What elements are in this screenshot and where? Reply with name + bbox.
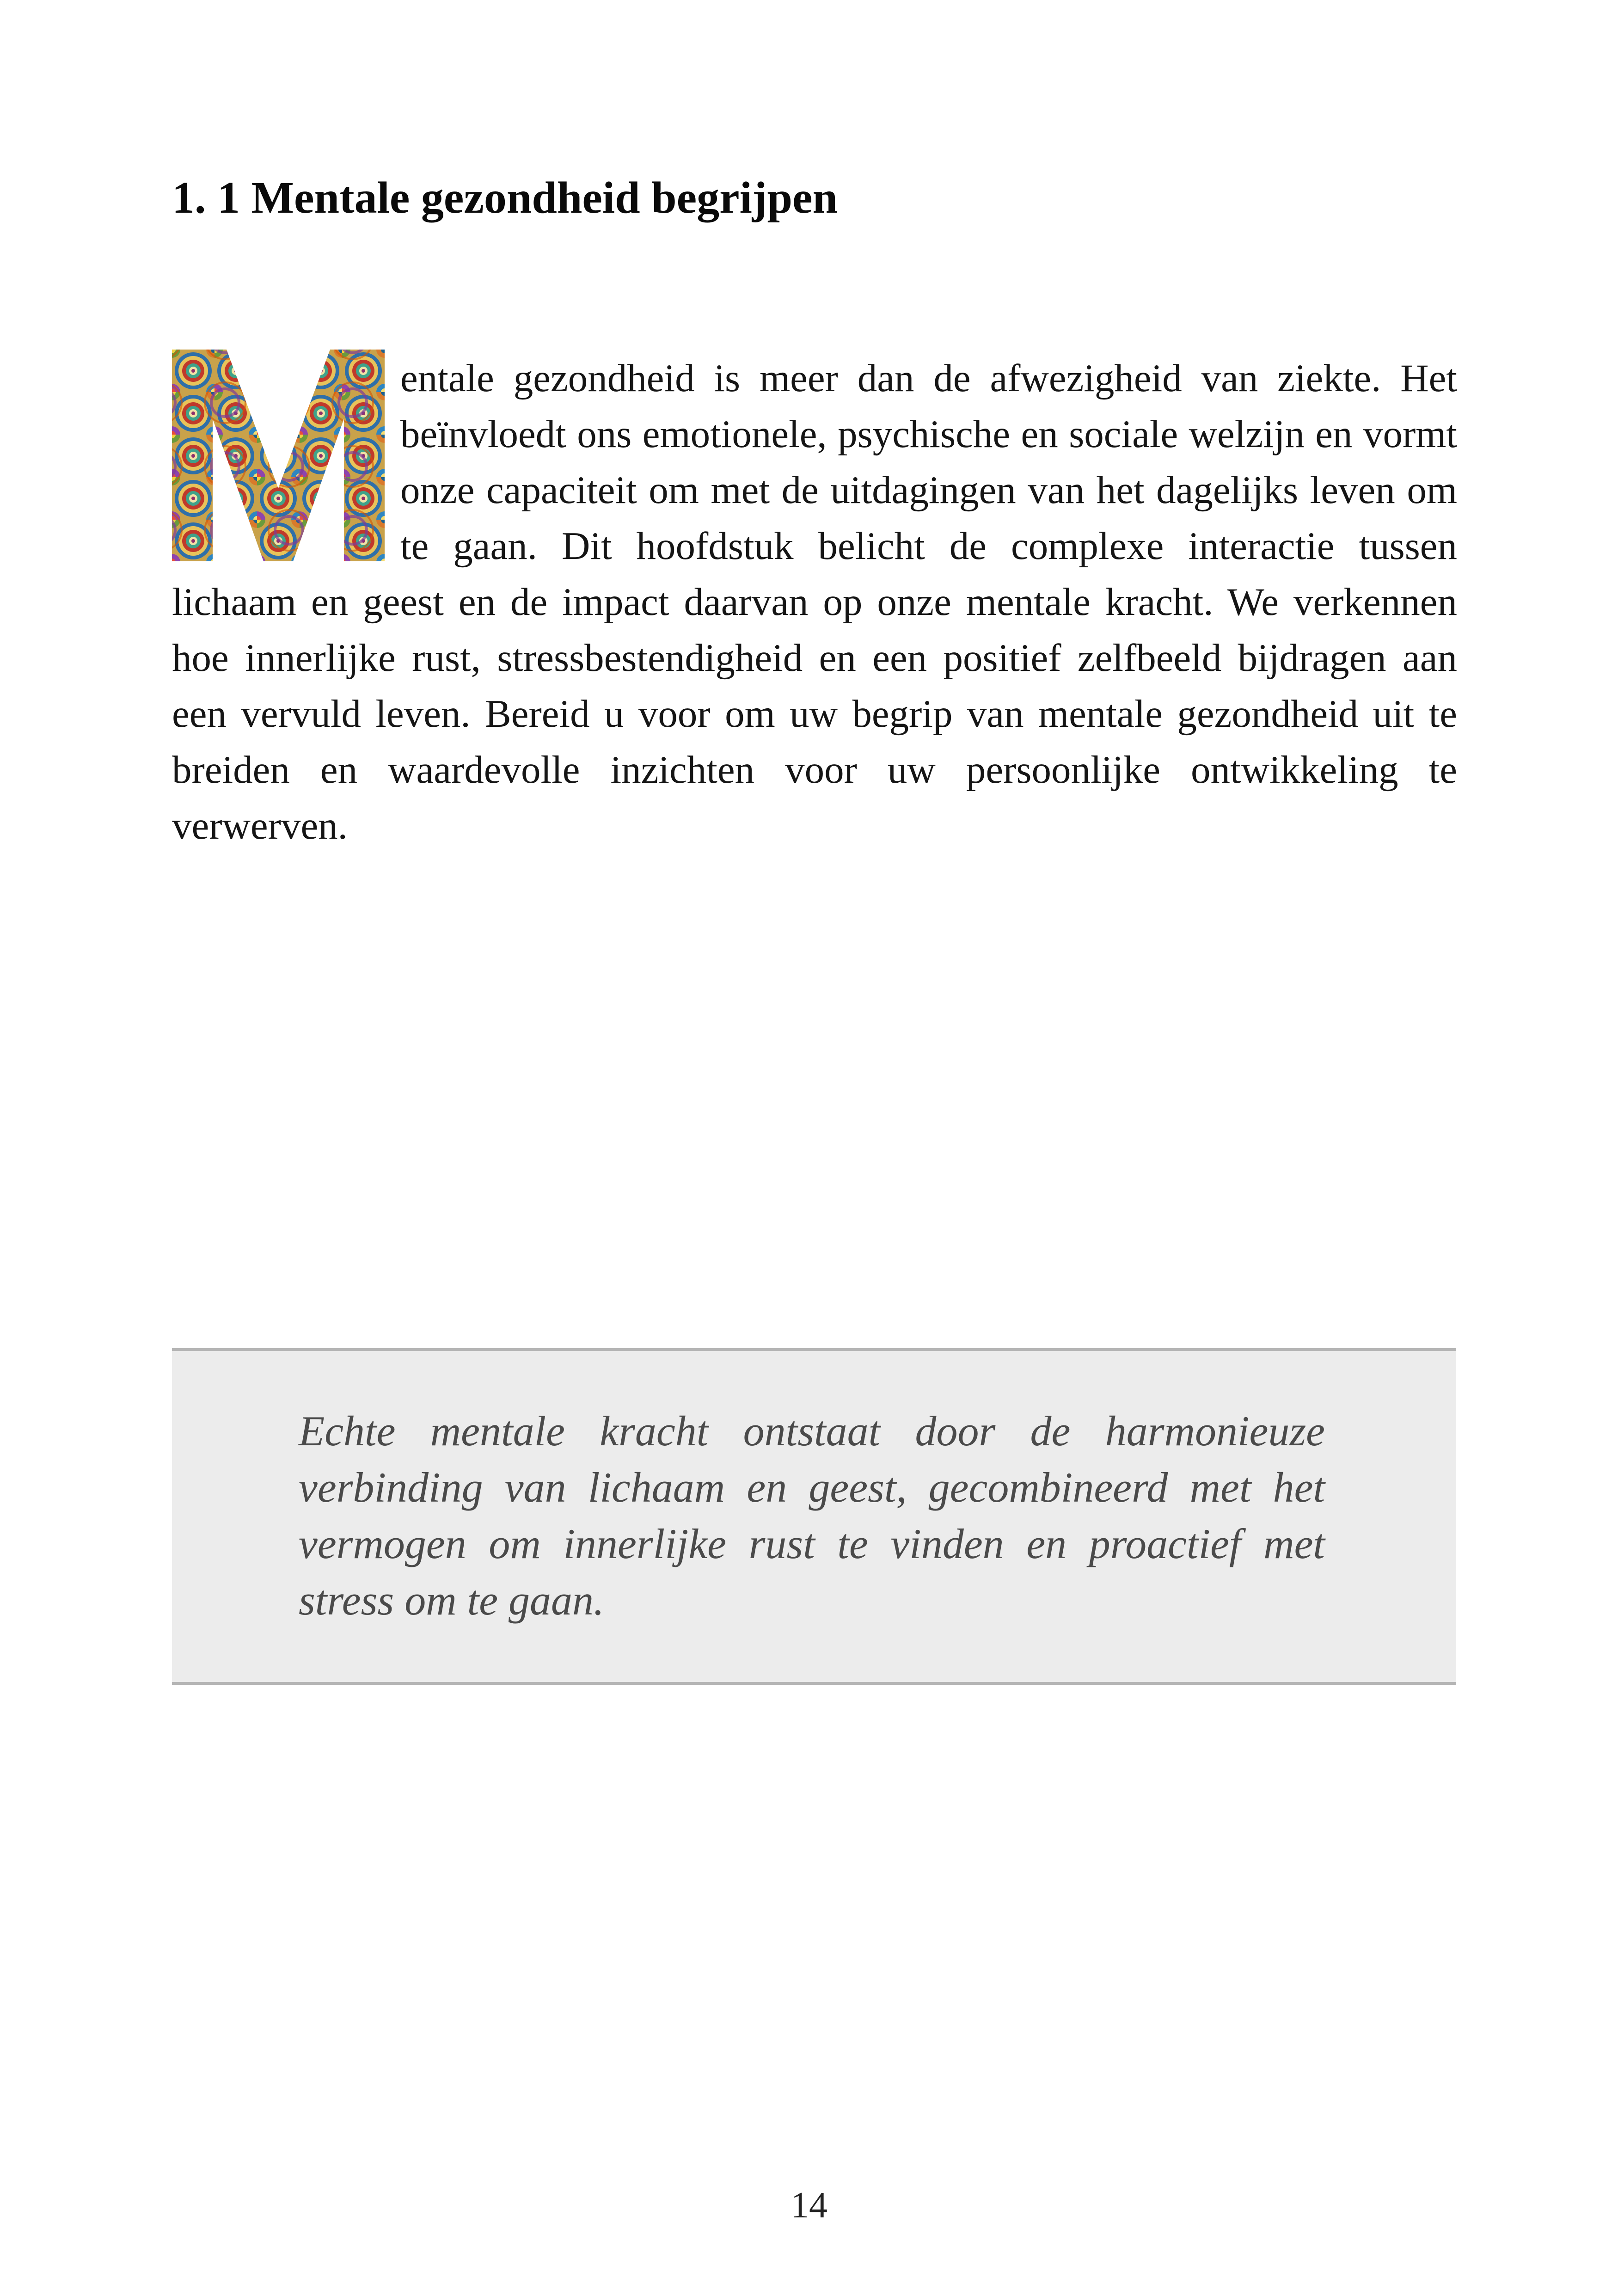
intro-paragraph [172,350,1457,854]
page-number: 14 [791,2185,827,2226]
drop-cap-m [172,350,390,561]
intro-text: entale gezondheid is meer dan de afwezigheid van ziekte. Het beïnvloedt ons emotionele, psychische en sociale welzijn en vormt onze capaciteit om met de uitdagingen van het dagelijks leven om te gaan. Dit hoofdstuk belicht de complexe interactie tussen lichaam en geest en de impact daarvan op onze mentale kracht. We verkennen hoe innerlijke rust, stressbestendigheid en een positief zelfbeeld bijdragen aan een vervuld leven. Bereid u voor om uw begrip van mentale gezondheid uit te breiden en waardevolle inzichten voor uw persoonlijke ontwikkeling te verwerven. [172,356,1457,847]
quote-callout [172,1348,1456,1685]
quote-text: Echte mentale kracht ontstaat door de harmonieuze verbinding van lichaam en geest, gecombineerd met het vermogen om innerlijke rust te vinden en proactief met stress om te gaan. [299,1407,1325,1624]
chapter-section-title: 1. 1 Mentale gezondheid begrijpen [172,173,838,223]
mandala-letter-m-image [172,350,385,561]
